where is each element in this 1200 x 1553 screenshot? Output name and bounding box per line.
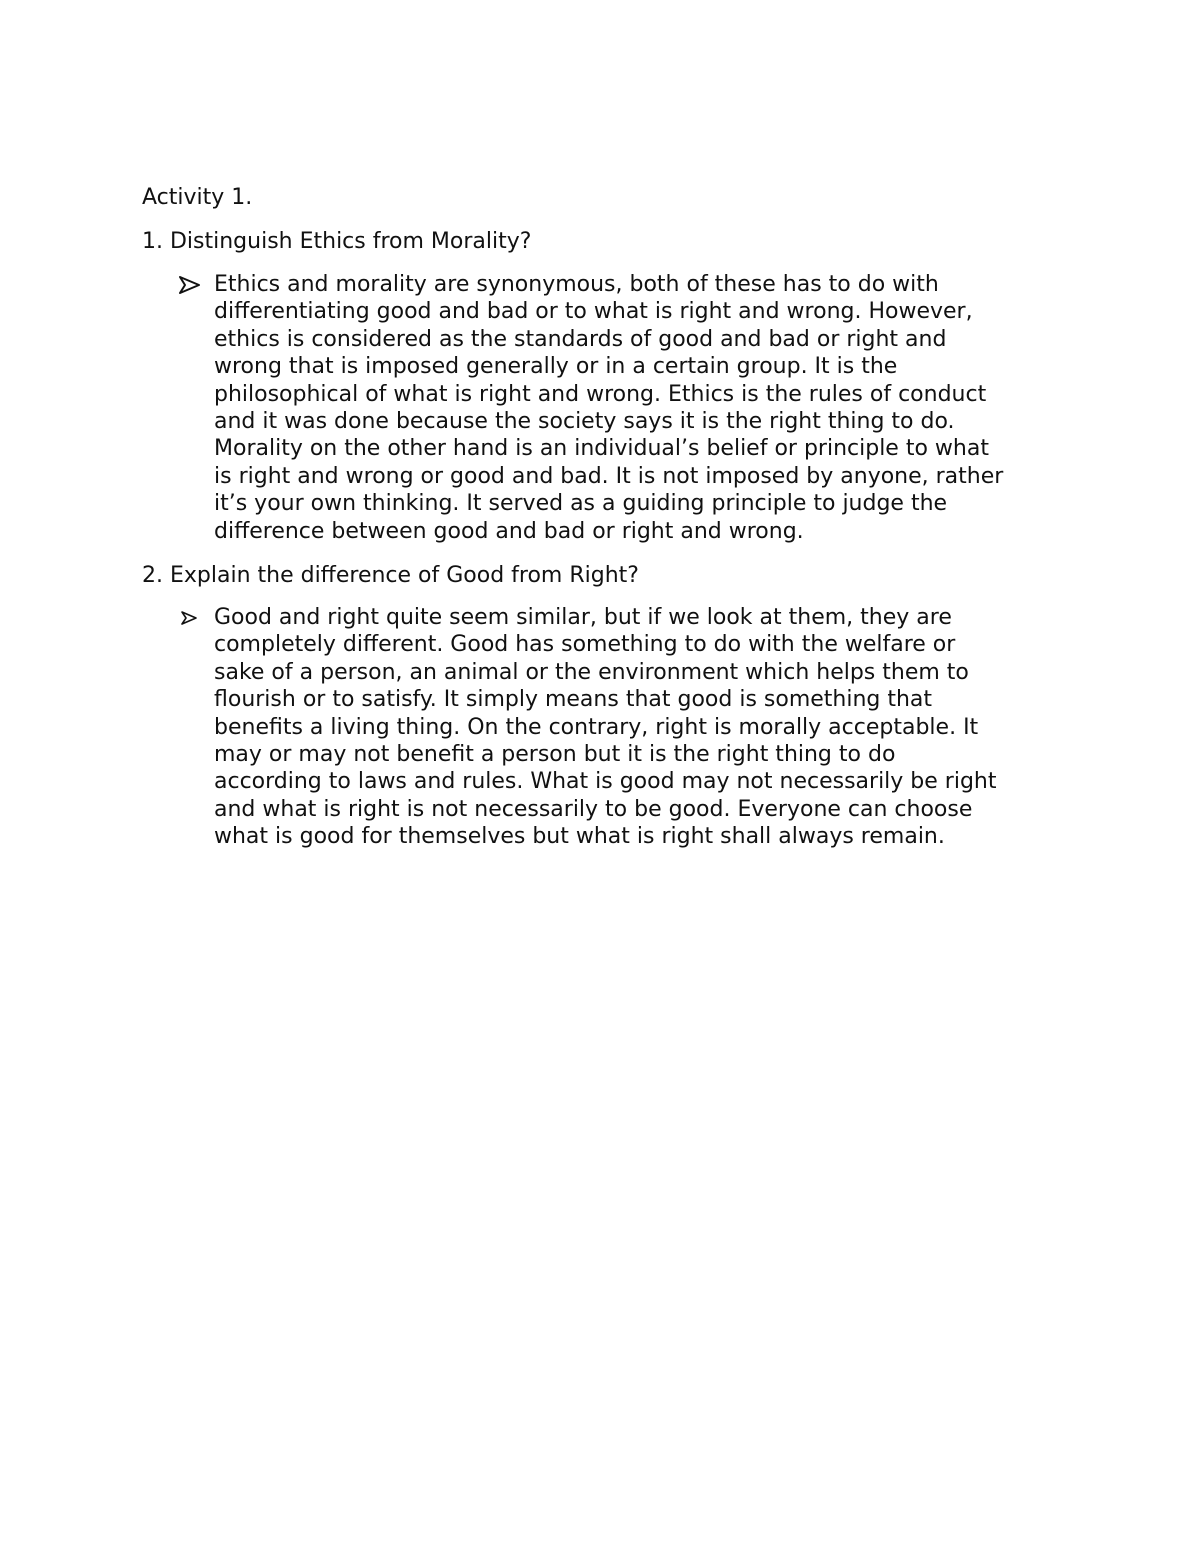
answer-1-line: it’s your own thinking. It served as a guiding principle to judge the xyxy=(214,491,948,517)
answer-2 xyxy=(214,604,1074,851)
answer-1-line: wrong that is imposed generally or in a certain group. It is the xyxy=(214,354,898,380)
answer-2-line: and what is right is not necessarily to be good. Everyone can choose xyxy=(214,796,973,822)
question-1: 1. Distinguish Ethics from Morality? xyxy=(142,229,532,254)
answer-1-line: philosophical of what is right and wrong. Ethics is the rules of conduct xyxy=(214,381,987,407)
answer-2-line: benefits a living thing. On the contrary, right is morally acceptable. It xyxy=(214,714,979,740)
answer-2-line: what is good for themselves but what is right shall always remain. xyxy=(214,824,945,850)
answer-1 xyxy=(214,271,1074,545)
answer-1-line: and it was done because the society says it is the right thing to do. xyxy=(214,409,955,435)
answer-1-line: Morality on the other hand is an individual’s belief or principle to what xyxy=(214,436,989,462)
arrowhead-bullet-icon xyxy=(178,604,202,631)
question-2: 2. Explain the difference of Good from Right? xyxy=(142,563,639,588)
answer-1-line: differentiating good and bad or to what is right and wrong. However, xyxy=(214,299,973,325)
answer-2-line: according to laws and rules. What is good may not necessarily be right xyxy=(214,769,997,795)
answer-2-line: flourish or to satisfy. It simply means that good is something that xyxy=(214,687,933,713)
answer-2-line: sake of a person, an animal or the environment which helps them to xyxy=(214,659,969,685)
answer-1-line: Ethics and morality are synonymous, both of these has to do with xyxy=(214,272,939,297)
activity-heading: Activity 1. xyxy=(142,185,253,210)
answer-1-line: difference between good and bad or right and wrong. xyxy=(214,518,804,544)
answer-2-line: completely different. Good has something to do with the welfare or xyxy=(214,632,956,658)
answer-2-line: may or may not benefit a person but it is the right thing to do xyxy=(214,742,896,768)
answer-1-line: is right and wrong or good and bad. It is not imposed by anyone, rather xyxy=(214,463,1004,489)
arrowhead-bullet-icon xyxy=(178,271,202,298)
answer-2-line: Good and right quite seem similar, but if we look at them, they are xyxy=(214,605,952,630)
answer-1-line: ethics is considered as the standards of good and bad or right and xyxy=(214,326,947,352)
